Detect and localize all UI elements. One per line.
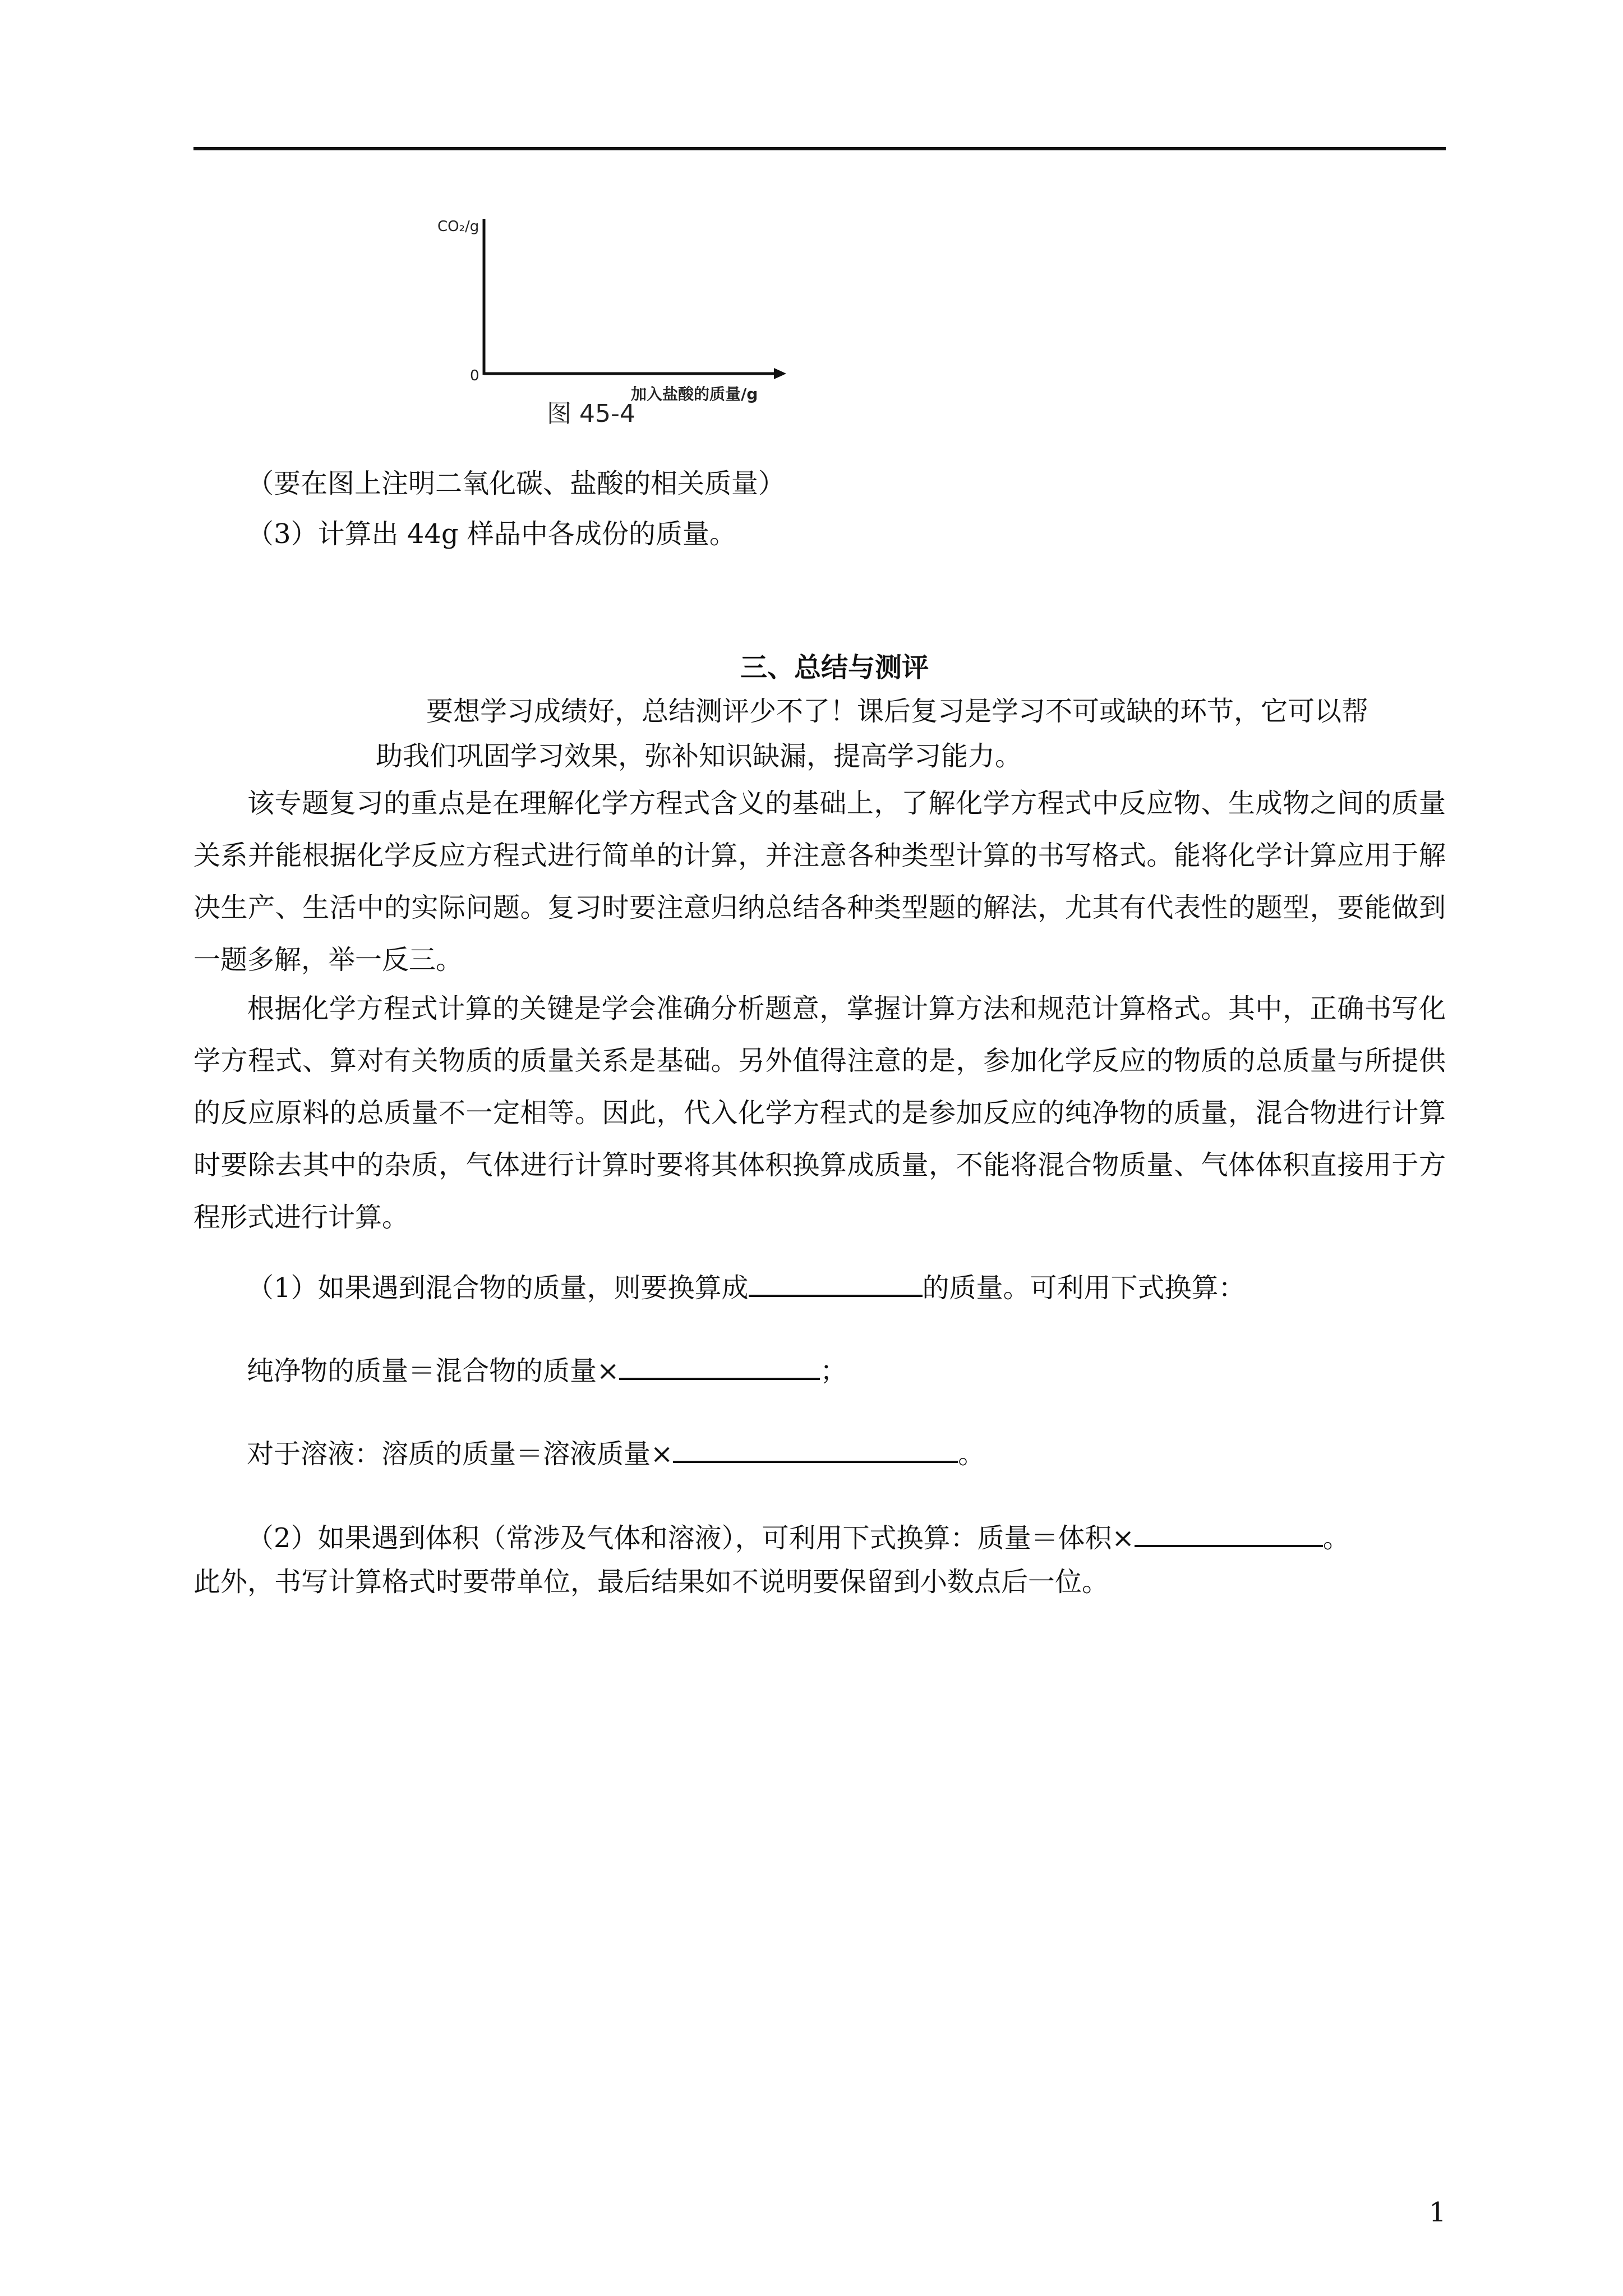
fill-3-before: 对于溶液：溶质的质量＝溶液质量× xyxy=(247,1438,674,1470)
paragraph-focus: 该专题复习的重点是在理解化学方程式含义的基础上，了解化学方程式中反应物、生成物之间的质量关系并能根据化学反应方程式进行简单的计算，并注意各种类型计算的书写格式。能将化学计算应用于解决生产、生活中的实际问题。复习时要注意归纳总结各种类型题的解法，尤其有代表性的题型，要能做到一题多解，举一反三。 xyxy=(193,788,1446,976)
x-axis-arrow xyxy=(774,368,786,379)
fill-2-before: 纯净物的质量＝混合物的质量× xyxy=(247,1355,620,1387)
page-number: 1 xyxy=(1429,2197,1446,2228)
fill-1-after: 的质量。可利用下式换算： xyxy=(922,1272,1246,1304)
intro-line-1: 要想学习成绩好，总结测评少不了！课后复习是学习不可或缺的环节，它可以帮 xyxy=(426,696,1369,727)
fill-2-after: ； xyxy=(820,1355,847,1387)
fill-4-after: 。 xyxy=(1322,1522,1350,1554)
header-rule xyxy=(193,147,1446,150)
figure-caption: 图 45-4 xyxy=(547,399,635,428)
origin-label: 0 xyxy=(470,367,479,384)
y-axis-label: CO₂/g xyxy=(437,218,479,235)
figure-note: （要在图上注明二氧化碳、盐酸的相关质量） xyxy=(247,468,786,499)
question-3: （3）计算出 44g 样品中各成份的质量。 xyxy=(247,518,736,550)
section-title: 三、总结与测评 xyxy=(740,652,929,683)
fill-blank-4 xyxy=(247,1518,1350,1555)
fill-1-before: （1）如果遇到混合物的质量，则要换算成 xyxy=(247,1272,749,1304)
fill-blank-1 xyxy=(247,1268,1246,1305)
fill-blank-3 xyxy=(247,1434,985,1471)
fill-4-note: 此外，书写计算格式时要带单位，最后结果如不说明要保留到小数点后一位。 xyxy=(193,1566,1109,1598)
answer-blank-2[interactable] xyxy=(619,1351,820,1380)
intro-line-2: 助我们巩固学习效果，弥补知识缺漏，提高学习能力。 xyxy=(376,740,1022,772)
x-axis-label: 加入盐酸的质量/g xyxy=(631,385,758,403)
answer-blank-1[interactable] xyxy=(749,1268,923,1297)
paragraph-key-points: 根据化学方程式计算的关键是学会准确分析题意，掌握计算方法和规范计算格式。其中，正确书写化学方程式、算对有关物质的质量关系是基础。另外值得注意的是，参加化学反应的物质的总质量与所提供的反应原料的总质量不一定相等。因此，代入化学方程式的是参加反应的纯净物的质量，混合物进行计算时要除去其中的杂质，气体进行计算时要将其体积换算成质量，不能将混合物质量、气体体积直接用于方程形式进行计算。 xyxy=(193,993,1446,1233)
answer-blank-4[interactable] xyxy=(1135,1518,1323,1547)
answer-blank-3[interactable] xyxy=(673,1434,958,1463)
fill-4-before: （2）如果遇到体积（常涉及气体和溶液），可利用下式换算：质量＝体积× xyxy=(247,1522,1135,1554)
fill-3-after: 。 xyxy=(958,1438,985,1470)
co2-mass-graph xyxy=(426,202,841,438)
fill-blank-2 xyxy=(247,1351,847,1388)
